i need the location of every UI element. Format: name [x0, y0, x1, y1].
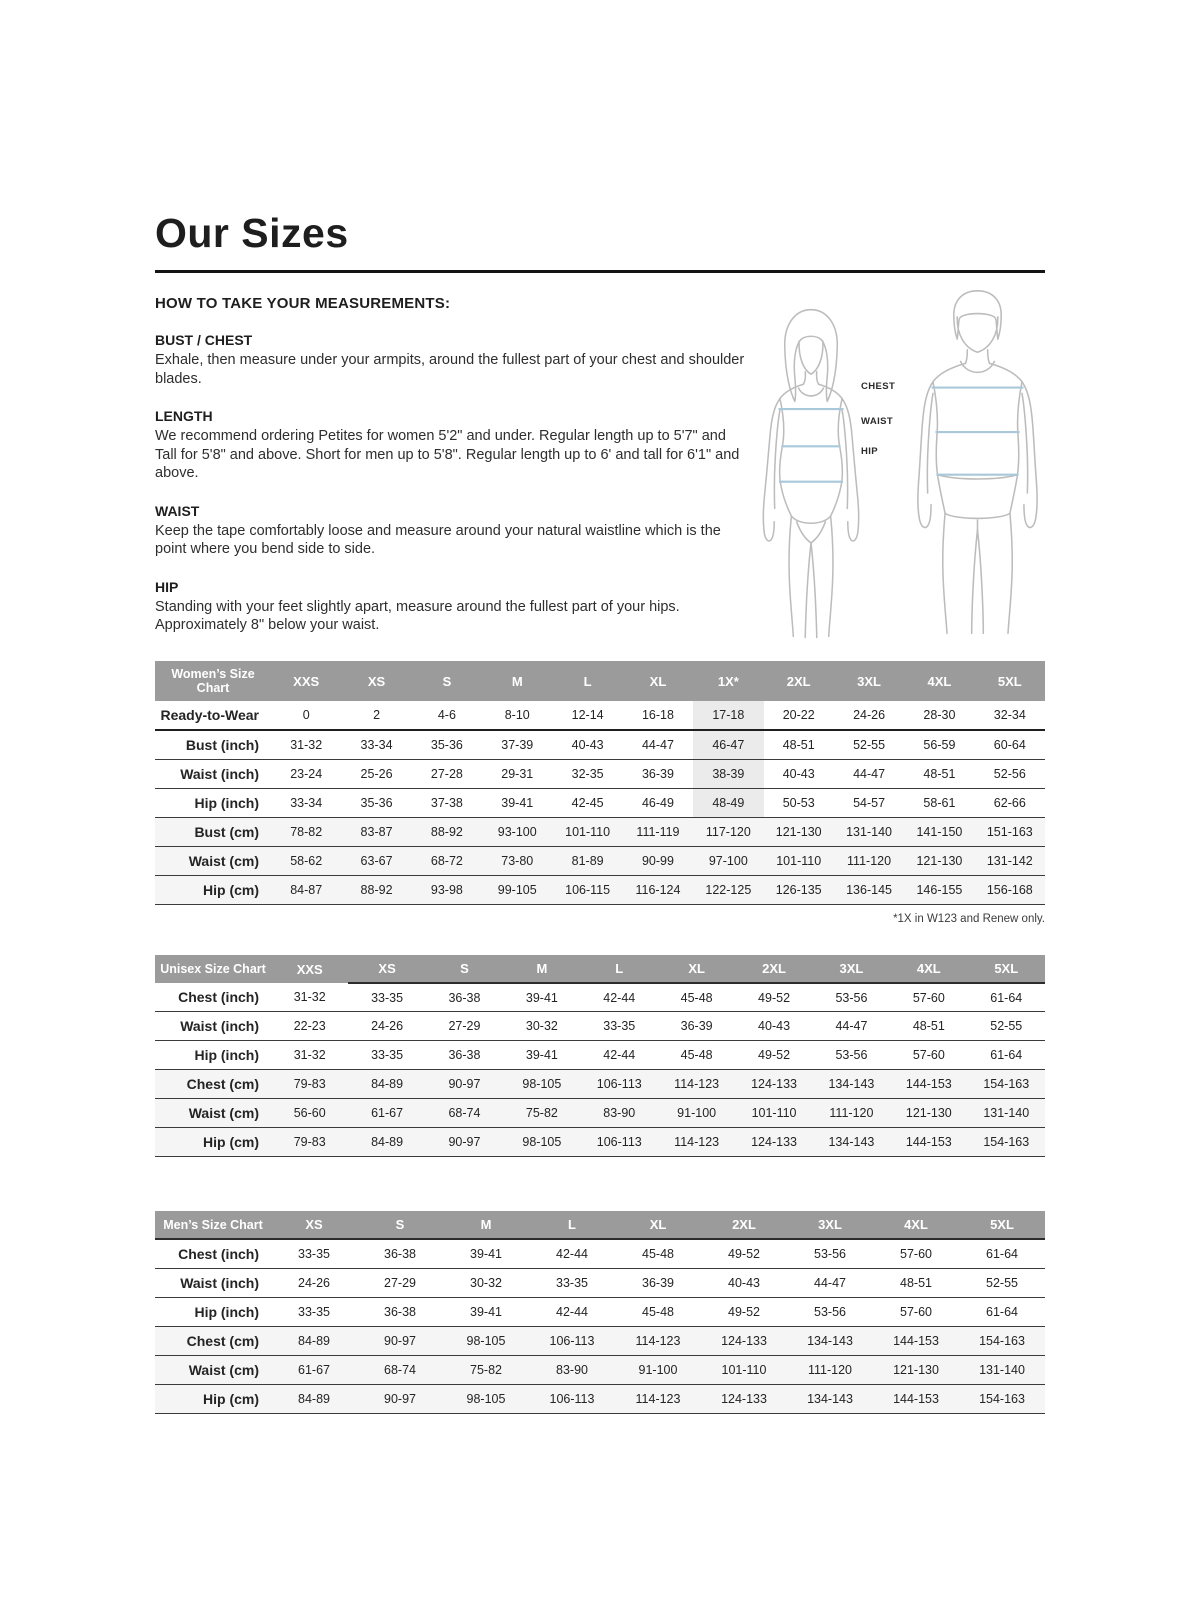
value-cell: 42-44: [556, 1247, 588, 1261]
value-cell: 33-35: [298, 1305, 330, 1319]
value-cell: 53-56: [835, 990, 868, 1005]
value-cell: 151-163: [975, 818, 1045, 847]
row-label-cell: Chest (cm): [155, 1327, 271, 1356]
value-cell: 46-49: [641, 796, 674, 810]
table-title-cell: Unisex Size Chart: [155, 955, 271, 983]
value-cell: 48-51: [782, 738, 815, 752]
section-heading: HIP: [155, 578, 179, 595]
value-cell: 23-24: [290, 767, 323, 781]
value-cell: 106-115: [552, 876, 622, 905]
table-row: [155, 701, 1045, 730]
value-cell: 31-32: [290, 738, 323, 752]
row-label-cell: Ready-to-Wear: [160, 707, 259, 723]
row-label-cell: Waist (cm): [155, 847, 271, 876]
value-cell: 39-41: [525, 1048, 558, 1062]
row-label-cell: Waist (inch): [180, 1018, 259, 1034]
table-row: [155, 818, 1045, 847]
table-row: [155, 789, 1045, 818]
value-cell: 144-153: [873, 1385, 959, 1414]
table-row: [155, 1041, 1045, 1070]
table-row: [155, 1012, 1045, 1041]
size-header-cell: 2XL: [764, 661, 834, 701]
value-cell: 48-51: [900, 1276, 932, 1290]
value-cell: 63-67: [341, 847, 411, 876]
value-cell: 30-32: [470, 1276, 502, 1290]
value-cell: 122-125: [693, 876, 763, 905]
value-cell: 111-120: [834, 847, 904, 876]
value-cell: 101-110: [764, 847, 834, 876]
size-header-cell: S: [412, 661, 482, 701]
section-bust-chest: [155, 332, 747, 388]
value-cell: 114-123: [658, 1070, 735, 1099]
value-cell: 91-100: [615, 1356, 701, 1385]
section-heading: BUST / CHEST: [155, 332, 253, 348]
value-cell: 35-36: [430, 738, 463, 752]
table-row: [155, 1327, 1045, 1356]
value-cell: 93-100: [482, 818, 552, 847]
value-cell: 36-38: [384, 1247, 416, 1261]
value-cell: 42-44: [603, 990, 636, 1005]
size-header-cell: 4XL: [890, 955, 967, 983]
value-cell: 37-38: [430, 796, 463, 810]
value-cell: 60-64: [993, 738, 1026, 752]
value-cell: 106-113: [529, 1385, 615, 1414]
table-row: [155, 1070, 1045, 1099]
value-cell: 84-89: [271, 1385, 357, 1414]
value-cell: 84-89: [271, 1327, 357, 1356]
size-header-cell: 4XL: [873, 1211, 959, 1239]
value-cell: 93-98: [412, 876, 482, 905]
value-cell: 106-113: [581, 1128, 658, 1157]
section-body: Standing with your feet slightly apart, measure around the fullest part of your hips. Approximately 8" below your waist.: [155, 598, 680, 634]
size-header-cell: XS: [341, 661, 411, 701]
value-cell: 57-60: [900, 1305, 932, 1319]
value-cell: 144-153: [873, 1327, 959, 1356]
value-cell: 144-153: [890, 1070, 967, 1099]
value-cell: 36-39: [642, 1276, 674, 1290]
value-cell: 53-56: [814, 1305, 846, 1319]
table-title-cell: Men’s Size Chart: [155, 1211, 271, 1239]
value-cell: 39-41: [470, 1305, 502, 1319]
value-cell: 73-80: [482, 847, 552, 876]
value-cell: 111-120: [787, 1356, 873, 1385]
size-header-row: [155, 1211, 1045, 1239]
value-cell: 48-51: [923, 767, 956, 781]
value-cell: 75-82: [443, 1356, 529, 1385]
value-cell: 84-89: [348, 1070, 425, 1099]
section-heading: LENGTH: [155, 408, 213, 425]
value-cell: 30-32: [525, 1019, 558, 1033]
value-cell: 61-64: [990, 1048, 1023, 1062]
page-content: [155, 0, 1045, 1414]
value-cell: 131-140: [968, 1099, 1045, 1128]
table-row: [155, 1239, 1045, 1269]
row-label-cell: Chest (inch): [178, 1246, 259, 1262]
value-cell: 84-87: [271, 876, 341, 905]
size-header-cell: 5XL: [968, 955, 1045, 983]
size-header-cell: S: [357, 1211, 443, 1239]
table-row: [155, 1269, 1045, 1298]
value-cell: 53-56: [814, 1247, 846, 1261]
size-header-cell: 2XL: [735, 955, 812, 983]
size-header-cell: XS: [348, 955, 425, 983]
value-cell: 38-39: [693, 760, 763, 789]
size-header-cell: 5XL: [959, 1211, 1045, 1239]
value-cell: 52-55: [986, 1276, 1018, 1290]
hip-line-label: HIP: [861, 446, 879, 457]
section-body: Keep the tape comfortably loose and measure around your natural waistline which is the point where you bend side to side.: [155, 522, 721, 558]
size-header-cell: 2XL: [701, 1211, 787, 1239]
value-cell: 37-39: [501, 738, 534, 752]
female-figure-illustration: [751, 303, 871, 647]
value-cell: 48-51: [912, 1019, 945, 1033]
size-header-cell: XL: [615, 1211, 701, 1239]
row-label-cell: Hip (inch): [194, 795, 259, 811]
size-header-cell: 4XL: [904, 661, 974, 701]
value-cell: 45-48: [680, 1048, 713, 1062]
value-cell: 124-133: [701, 1385, 787, 1414]
value-cell: 36-38: [448, 1048, 481, 1062]
value-cell: 101-110: [701, 1356, 787, 1385]
row-label-cell: Hip (inch): [194, 1047, 259, 1063]
value-cell: 33-34: [290, 796, 323, 810]
row-label-cell: Hip (cm): [155, 876, 271, 905]
row-label-cell: Chest (inch): [178, 989, 259, 1005]
row-label-cell: Waist (cm): [155, 1356, 271, 1385]
value-cell: 58-61: [923, 796, 956, 810]
value-cell: 33-35: [556, 1276, 588, 1290]
value-cell: 45-48: [680, 990, 713, 1005]
value-cell: 8-10: [504, 708, 530, 722]
value-cell: 42-44: [603, 1048, 636, 1062]
value-cell: 44-47: [853, 767, 886, 781]
value-cell: 88-92: [412, 818, 482, 847]
value-cell: 25-26: [360, 767, 393, 781]
value-cell: 49-52: [728, 1305, 760, 1319]
value-cell: 40-43: [728, 1276, 760, 1290]
value-cell: 33-35: [371, 1048, 404, 1062]
value-cell: 111-120: [813, 1099, 890, 1128]
value-cell: 146-155: [904, 876, 974, 905]
size-header-cell: 3XL: [813, 955, 890, 983]
value-cell: 83-90: [581, 1099, 658, 1128]
value-cell: 57-60: [900, 1247, 932, 1261]
table-row: [155, 1385, 1045, 1414]
value-cell: 40-43: [758, 1019, 791, 1033]
table-title-cell: Women’s Size Chart: [155, 661, 271, 701]
value-cell: 46-47: [693, 730, 763, 760]
value-cell: 50-53: [782, 796, 815, 810]
value-cell: 27-29: [448, 1019, 481, 1033]
value-cell: 39-41: [525, 990, 558, 1005]
value-cell: 101-110: [735, 1099, 812, 1128]
value-cell: 124-133: [735, 1128, 812, 1157]
value-cell: 131-140: [834, 818, 904, 847]
value-cell: 90-97: [357, 1327, 443, 1356]
size-header-cell: S: [426, 955, 503, 983]
value-cell: 131-140: [959, 1356, 1045, 1385]
value-cell: 91-100: [658, 1099, 735, 1128]
value-cell: 48-49: [693, 789, 763, 818]
measurement-instructions: [155, 295, 1045, 647]
size-header-cell: XXS: [271, 955, 348, 983]
value-cell: 98-105: [443, 1385, 529, 1414]
row-label-cell: Bust (cm): [155, 818, 271, 847]
value-cell: 97-100: [693, 847, 763, 876]
value-cell: 106-113: [529, 1327, 615, 1356]
value-cell: 36-39: [641, 767, 674, 781]
value-cell: 57-60: [912, 990, 945, 1005]
value-cell: 22-23: [293, 1019, 326, 1033]
size-header-cell: L: [529, 1211, 615, 1239]
value-cell: 156-168: [975, 876, 1045, 905]
size-header-cell: M: [443, 1211, 529, 1239]
value-cell: 90-97: [357, 1385, 443, 1414]
value-cell: 44-47: [814, 1276, 846, 1290]
value-cell: 54-57: [853, 796, 886, 810]
value-cell: 12-14: [571, 708, 604, 722]
value-cell: 20-22: [782, 708, 815, 722]
value-cell: 90-99: [623, 847, 693, 876]
value-cell: 33-35: [371, 990, 404, 1005]
value-cell: 154-163: [959, 1385, 1045, 1414]
size-header-cell: 1X*: [693, 661, 763, 701]
section-hip: [155, 579, 747, 635]
value-cell: 98-105: [443, 1327, 529, 1356]
womens-table-footnote: *1X in W123 and Renew only.: [893, 913, 1045, 925]
table-row: [155, 760, 1045, 789]
value-cell: 141-150: [904, 818, 974, 847]
value-cell: 0: [302, 708, 310, 722]
value-cell: 61-67: [271, 1356, 357, 1385]
value-cell: 49-52: [758, 1048, 791, 1062]
unisex-size-table: [155, 955, 1045, 1157]
table-row: [155, 983, 1045, 1012]
waist-line-label: WAIST: [861, 416, 894, 427]
row-label-cell: Waist (cm): [155, 1099, 271, 1128]
value-cell: 35-36: [360, 796, 393, 810]
how-to-heading: HOW TO TAKE YOUR MEASUREMENTS:: [155, 295, 451, 312]
size-header-cell: M: [503, 955, 580, 983]
size-header-cell: L: [581, 955, 658, 983]
value-cell: 42-44: [556, 1305, 588, 1319]
instructions-text-column: [155, 295, 747, 635]
body-measurement-figures: [745, 285, 1045, 643]
value-cell: 84-89: [348, 1128, 425, 1157]
value-cell: 114-123: [615, 1327, 701, 1356]
value-cell: 61-67: [348, 1099, 425, 1128]
value-cell: 24-26: [298, 1276, 330, 1290]
value-cell: 33-35: [298, 1247, 330, 1261]
section-heading: WAIST: [155, 502, 200, 519]
value-cell: 61-64: [986, 1247, 1018, 1261]
value-cell: 121-130: [904, 847, 974, 876]
value-cell: 42-45: [571, 796, 604, 810]
value-cell: 17-18: [693, 701, 763, 730]
size-header-row: [155, 661, 1045, 701]
table-row: [155, 876, 1045, 905]
womens-size-table: [155, 661, 1045, 905]
value-cell: 24-26: [371, 1019, 404, 1033]
section-body: We recommend ordering Petites for women 5'2" and under. Regular length up to 5'7" and Tall for 5'8" and above. Short for men up to 5'8". Regular length up to 6' and tall for 6'1" and above.: [155, 428, 740, 482]
size-header-row: [155, 955, 1045, 983]
value-cell: 52-56: [993, 767, 1026, 781]
value-cell: 2: [373, 708, 381, 722]
value-cell: 79-83: [271, 1128, 348, 1157]
value-cell: 121-130: [764, 818, 834, 847]
section-body: Exhale, then measure under your armpits, around the fullest part of your chest and shoulder blades.: [155, 352, 745, 387]
value-cell: 49-52: [728, 1247, 760, 1261]
row-label-cell: Chest (cm): [155, 1070, 271, 1099]
row-label-cell: Bust (inch): [185, 737, 259, 753]
value-cell: 124-133: [701, 1327, 787, 1356]
size-header-cell: L: [552, 661, 622, 701]
value-cell: 28-30: [923, 708, 956, 722]
value-cell: 45-48: [642, 1247, 674, 1261]
value-cell: 121-130: [890, 1099, 967, 1128]
value-cell: 36-39: [680, 1019, 713, 1033]
value-cell: 61-64: [986, 1305, 1018, 1319]
size-header-cell: XS: [271, 1211, 357, 1239]
value-cell: 79-83: [271, 1070, 348, 1099]
row-label-cell: Hip (inch): [194, 1304, 259, 1320]
value-cell: 62-66: [993, 796, 1026, 810]
male-figure-illustration: [910, 285, 1045, 643]
value-cell: 56-59: [923, 738, 956, 752]
value-cell: 126-135: [764, 876, 834, 905]
title-divider: [155, 270, 1045, 273]
value-cell: 83-90: [529, 1356, 615, 1385]
value-cell: 27-28: [430, 767, 463, 781]
value-cell: 58-62: [271, 847, 341, 876]
value-cell: 53-56: [835, 1048, 868, 1062]
chest-line-label: CHEST: [861, 381, 896, 392]
value-cell: 78-82: [271, 818, 341, 847]
table-row: [155, 1356, 1045, 1385]
value-cell: 114-123: [615, 1385, 701, 1414]
value-cell: 98-105: [503, 1070, 580, 1099]
value-cell: 121-130: [873, 1356, 959, 1385]
value-cell: 99-105: [482, 876, 552, 905]
page-title: Our Sizes: [155, 210, 349, 256]
table-row: [155, 1099, 1045, 1128]
value-cell: 27-29: [384, 1276, 416, 1290]
value-cell: 56-60: [271, 1099, 348, 1128]
size-header-cell: XXS: [271, 661, 341, 701]
value-cell: 57-60: [912, 1048, 945, 1062]
value-cell: 154-163: [959, 1327, 1045, 1356]
row-label-cell: Hip (cm): [155, 1128, 271, 1157]
value-cell: 39-41: [501, 796, 534, 810]
value-cell: 40-43: [782, 767, 815, 781]
mens-size-table: [155, 1211, 1045, 1414]
value-cell: 134-143: [787, 1327, 873, 1356]
value-cell: 32-34: [993, 708, 1026, 722]
size-header-cell: XL: [623, 661, 693, 701]
value-cell: 16-18: [641, 708, 674, 722]
value-cell: 61-64: [990, 990, 1023, 1005]
value-cell: 111-119: [623, 818, 693, 847]
value-cell: 114-123: [658, 1128, 735, 1157]
size-header-cell: 5XL: [975, 661, 1045, 701]
value-cell: 124-133: [735, 1070, 812, 1099]
value-cell: 83-87: [341, 818, 411, 847]
row-label-cell: Hip (cm): [155, 1385, 271, 1414]
value-cell: 33-35: [603, 1019, 636, 1033]
value-cell: 90-97: [426, 1070, 503, 1099]
value-cell: 31-32: [293, 1048, 326, 1062]
value-cell: 75-82: [503, 1099, 580, 1128]
value-cell: 136-145: [834, 876, 904, 905]
value-cell: 134-143: [813, 1070, 890, 1099]
value-cell: 39-41: [470, 1247, 502, 1261]
table-row: [155, 1298, 1045, 1327]
value-cell: 88-92: [341, 876, 411, 905]
row-label-cell: Waist (inch): [180, 766, 259, 782]
value-cell: 52-55: [853, 738, 886, 752]
table-row: [155, 1128, 1045, 1157]
value-cell: 90-97: [426, 1128, 503, 1157]
value-cell: 49-52: [758, 990, 791, 1005]
value-cell: 44-47: [835, 1019, 868, 1033]
value-cell: 101-110: [552, 818, 622, 847]
size-header-cell: M: [482, 661, 552, 701]
section-length: [155, 408, 747, 483]
value-cell: 29-31: [501, 767, 534, 781]
value-cell: 134-143: [813, 1128, 890, 1157]
value-cell: 68-74: [426, 1099, 503, 1128]
value-cell: 44-47: [641, 738, 674, 752]
value-cell: 116-124: [623, 876, 693, 905]
value-cell: 36-38: [448, 990, 481, 1005]
value-cell: 154-163: [968, 1070, 1045, 1099]
value-cell: 31-32: [293, 990, 326, 1004]
value-cell: 24-26: [853, 708, 886, 722]
value-cell: 154-163: [968, 1128, 1045, 1157]
value-cell: 36-38: [384, 1305, 416, 1319]
value-cell: 144-153: [890, 1128, 967, 1157]
value-cell: 81-89: [552, 847, 622, 876]
value-cell: 106-113: [581, 1070, 658, 1099]
value-cell: 52-55: [990, 1019, 1023, 1033]
size-header-cell: 3XL: [787, 1211, 873, 1239]
table-row: [155, 847, 1045, 876]
size-header-cell: 3XL: [834, 661, 904, 701]
value-cell: 68-72: [412, 847, 482, 876]
value-cell: 33-34: [360, 738, 393, 752]
value-cell: 45-48: [642, 1305, 674, 1319]
value-cell: 40-43: [571, 738, 604, 752]
value-cell: 134-143: [787, 1385, 873, 1414]
row-label-cell: Waist (inch): [180, 1275, 259, 1291]
value-cell: 117-120: [693, 818, 763, 847]
value-cell: 98-105: [503, 1128, 580, 1157]
value-cell: 68-74: [357, 1356, 443, 1385]
section-waist: [155, 503, 747, 559]
value-cell: 131-142: [975, 847, 1045, 876]
table-row: [155, 730, 1045, 760]
value-cell: 4-6: [437, 708, 456, 722]
size-header-cell: XL: [658, 955, 735, 983]
value-cell: 32-35: [571, 767, 604, 781]
